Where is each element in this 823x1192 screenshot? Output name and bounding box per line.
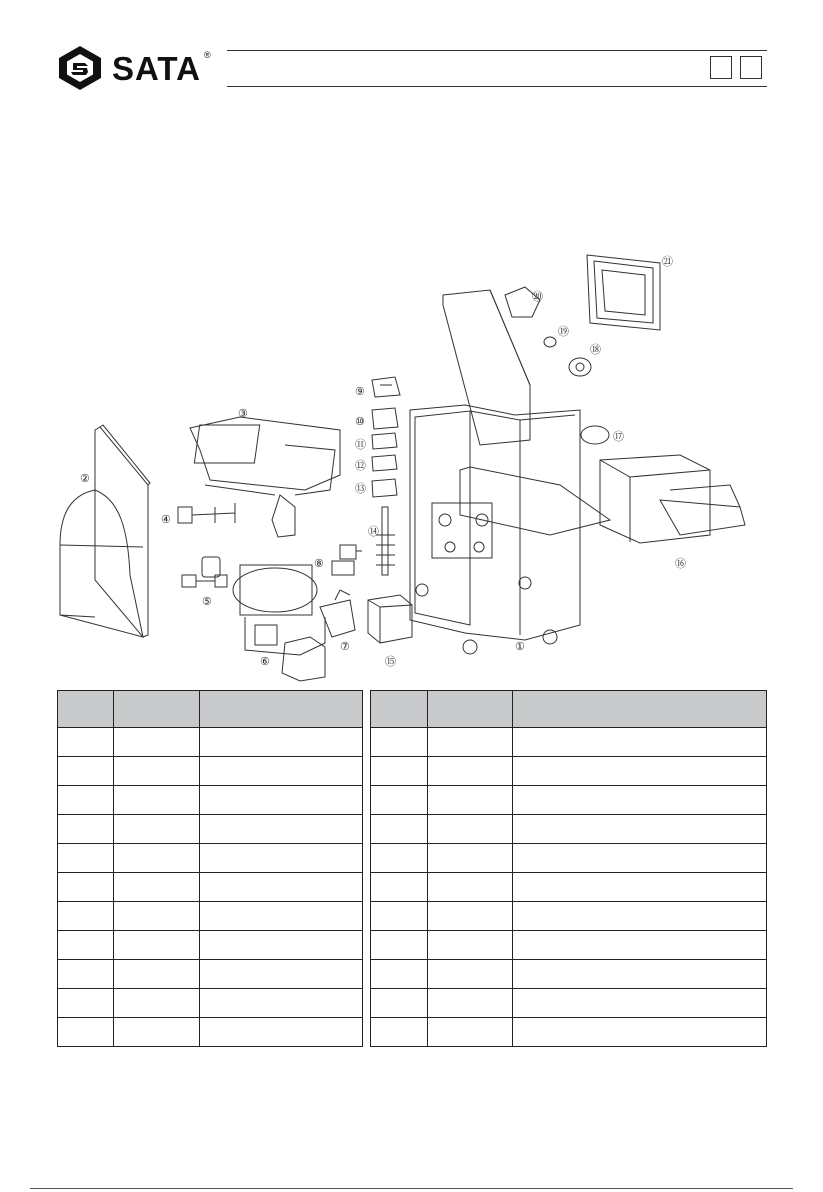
callout-1: ①: [515, 641, 525, 653]
page-bottom-rule: [30, 1188, 793, 1189]
table-row: [58, 931, 363, 960]
part-hopper: [190, 417, 340, 537]
header-rule-top: [227, 50, 767, 51]
table-row: [371, 960, 767, 989]
part-fans: [505, 287, 609, 444]
header-cell: [113, 691, 199, 728]
table-row: [371, 931, 767, 960]
table-row: [371, 786, 767, 815]
callout-13: ⑬: [355, 483, 366, 495]
callout-4: ④: [161, 514, 171, 526]
callout-10: ⑩: [355, 416, 365, 428]
callout-8: ⑧: [314, 558, 324, 570]
table-row: [371, 873, 767, 902]
brand-logo: [55, 44, 225, 92]
table-row: [58, 873, 363, 902]
table-header-row: [371, 691, 767, 728]
header-box-left: [710, 56, 732, 79]
table-row: [371, 815, 767, 844]
table-row: [58, 757, 363, 786]
callout-15: ⑮: [385, 656, 396, 668]
header-cell: [427, 691, 512, 728]
table-row: [371, 844, 767, 873]
header-cell: [199, 691, 362, 728]
callout-20: ⑳: [532, 291, 543, 303]
registered-mark: ®: [204, 50, 211, 60]
callout-7: ⑦: [340, 641, 350, 653]
table-row: [58, 960, 363, 989]
part-connector: [332, 545, 362, 575]
part-clips: [372, 377, 400, 497]
callout-5: ⑤: [202, 596, 212, 608]
part-valve: [182, 557, 227, 587]
part-panel: [60, 425, 150, 637]
header-cell: [371, 691, 428, 728]
callout-17: ⑰: [613, 431, 624, 443]
table-row: [371, 728, 767, 757]
brand-name: SATA: [112, 50, 201, 87]
part-manifold: [233, 565, 325, 681]
table-row: [58, 844, 363, 873]
table-header-row: [58, 691, 363, 728]
header-rule-bottom: [227, 86, 767, 87]
table-row: [58, 1018, 363, 1047]
table-row: [58, 902, 363, 931]
part-filter-frame: [587, 255, 660, 330]
callout-3: ③: [238, 408, 248, 420]
table-row: [58, 989, 363, 1018]
callout-19: ⑲: [558, 326, 569, 338]
part-tray: [600, 455, 745, 543]
callout-21: ㉑: [662, 256, 673, 268]
callout-14: ⑭: [368, 526, 379, 538]
exploded-parts-diagram: [50, 245, 790, 685]
table-row: [371, 1018, 767, 1047]
callout-9: ⑨: [355, 386, 365, 398]
callout-2: ②: [80, 473, 90, 485]
callout-16: ⑯: [675, 558, 686, 570]
table-row: [58, 815, 363, 844]
header-box-right: [740, 56, 762, 79]
part-box: [368, 595, 412, 643]
table-row: [371, 757, 767, 786]
sata-logo-icon: [55, 44, 105, 92]
callout-12: ⑫: [355, 460, 366, 472]
header-cell: [512, 691, 766, 728]
callout-18: ⑱: [590, 344, 601, 356]
part-cabinet: [410, 290, 610, 654]
parts-table-right: [370, 690, 767, 1047]
callout-6: ⑥: [260, 656, 270, 668]
part-bracket: [178, 503, 235, 523]
table-row: [58, 786, 363, 815]
part-heater: [376, 507, 395, 575]
table-row: [371, 989, 767, 1018]
parts-table-left: [57, 690, 363, 1047]
header-cell: [58, 691, 114, 728]
table-row: [58, 728, 363, 757]
table-row: [371, 902, 767, 931]
callout-11: ⑪: [355, 439, 366, 451]
page-header: [0, 0, 823, 100]
